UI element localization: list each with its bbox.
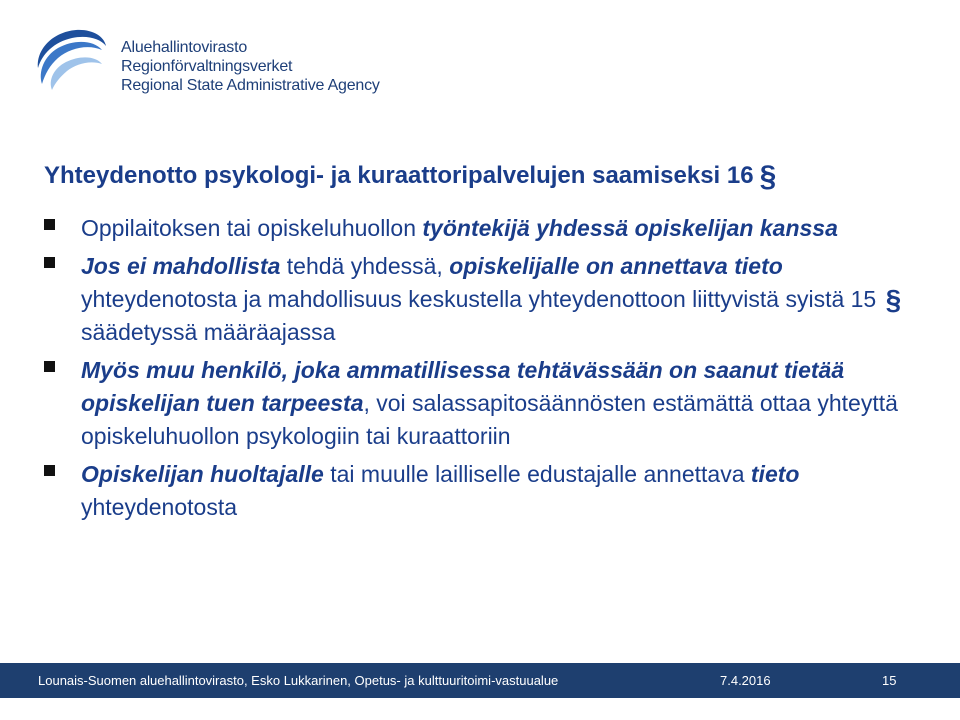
emphasized-text: tieto [750, 461, 800, 487]
list-item [44, 458, 934, 524]
list-item [44, 354, 934, 453]
section-symbol: § [759, 160, 777, 193]
page-number: 15 [882, 673, 897, 688]
emphasized-text: opiskelijalle on annettava tieto [449, 253, 783, 279]
logo-line-swedish: Regionförvaltningsverket [121, 58, 293, 75]
section-symbol: § [885, 284, 902, 315]
bullet-list [44, 212, 934, 524]
bullet-square-icon [44, 361, 55, 372]
bullet-text: tehdä yhdessä, [280, 253, 450, 279]
emphasized-text: Opiskelijan huoltajalle [81, 461, 324, 487]
footer-date: 7.4.2016 [720, 673, 771, 688]
bullet-text: tai muulle lailliselle edustajalle annettava [323, 461, 751, 487]
list-item [44, 212, 934, 245]
slide-title-text: Yhteydenotto psykologi- ja kuraattoripalvelujen saamiseksi 16 [44, 162, 754, 189]
slide-title [44, 160, 776, 194]
bullet-square-icon [44, 257, 55, 268]
bullet-square-icon [44, 219, 55, 230]
bullet-text: säädetyssä määräajassa [81, 319, 336, 345]
footer-bar [0, 663, 960, 698]
bullet-text: , voi salassapitosäännösten estämättä ottaa yhteyttä opiskeluhuollon psykologiin tai kuraattoriin [81, 390, 898, 449]
footer-source: Lounais-Suomen aluehallintovirasto, Esko Lukkarinen, Opetus- ja kulttuuritoimi-vastuualue [38, 673, 559, 688]
bullet-text: Oppilaitoksen tai opiskeluhuollon [81, 215, 423, 241]
list-item [44, 250, 934, 349]
agency-logo-icon [30, 24, 110, 94]
emphasized-text: Myös muu henkilö, joka ammatillisessa tehtävässään on saanut tietää opiskelijan tuen tarpeesta [81, 357, 845, 416]
bullet-text: yhteydenotosta [81, 494, 238, 520]
logo-line-english: Regional State Administrative Agency [121, 77, 380, 94]
bullet-square-icon [44, 465, 55, 476]
bullet-text: yhteydenotosta ja mahdollisuus keskustella yhteydenottoon liittyvistä syistä 15 [81, 286, 883, 312]
emphasized-text: työntekijä yhdessä opiskelijan kanssa [422, 215, 838, 241]
logo-line-finnish: Aluehallintovirasto [121, 39, 248, 56]
emphasized-text: Jos ei mahdollista [81, 253, 281, 279]
